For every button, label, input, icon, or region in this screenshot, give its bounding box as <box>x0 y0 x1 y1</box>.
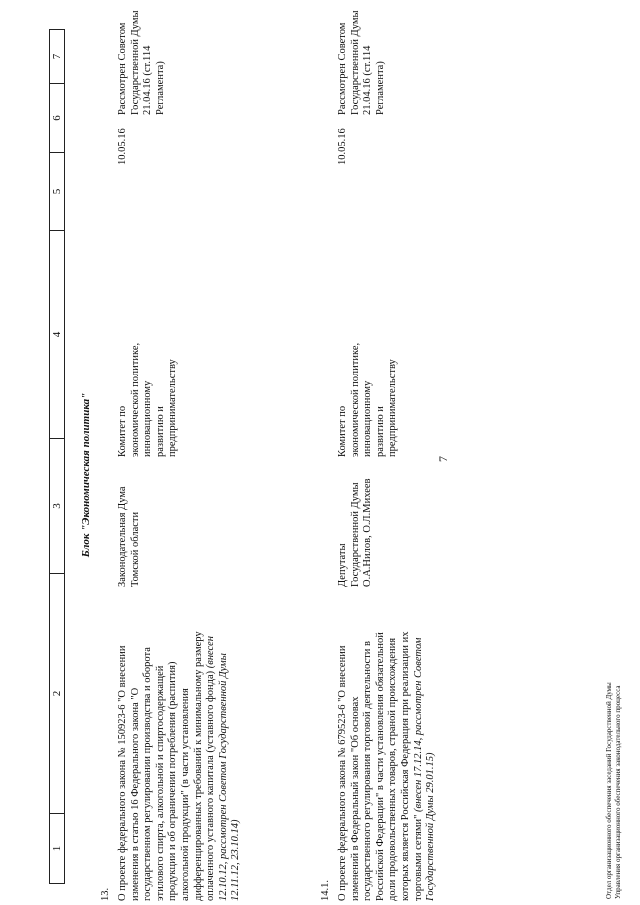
section-title: Блок "Экономическая политика" <box>80 392 92 558</box>
row-number: 13. <box>100 887 111 901</box>
responsible-committee: Комитет по экономической политике, инновационному развитию и предпринимательству <box>117 342 179 457</box>
column-header-4: 4 <box>50 230 64 438</box>
initiator: Законодательная Дума Томской области <box>117 486 141 587</box>
column-header-5: 5 <box>50 152 64 230</box>
column-header-6: 6 <box>50 83 64 152</box>
column-header-7: 7 <box>51 53 63 60</box>
status: Рассмотрен Советом Государственной Думы 21.04.16 (ст.114 Регламента) <box>117 10 166 115</box>
consideration-date: 10.05.16 <box>117 128 128 165</box>
bill-description <box>337 616 438 901</box>
status: Рассмотрен Советом Государственной Думы 21.04.16 (ст.114 Регламента) <box>337 10 386 115</box>
column-header-row <box>49 29 65 884</box>
bill-history-note: (внесен 12.10.12, рассмотрен Советом Государственной Думы 12.11.12, 23.10.14) <box>205 636 242 901</box>
footer-line-2: Управления организационного обеспечения законодательного процесса <box>614 685 622 899</box>
footer-line-1: Отдел организационного обеспечения заседаний Государственной Думы <box>605 682 613 899</box>
initiator: Депутаты Государственной Думы О.А.Нилов, О.Л.Михеев <box>337 478 374 587</box>
row-number: 14.1. <box>320 880 331 901</box>
page-footer <box>605 569 623 899</box>
bill-title: О проекте федерального закона № 150923-6 "О внесении изменения в статью 16 Федерального закона "О государственном регулировании производства и оборота этилового спирта, алкогольной и спиртосодержащей продукции и об ограничении потребления (распития) алкогольной продукции" (в части установления дифференцированных требований к минимальному размеру оплаченного уставного капитала (уставного фонда) <box>117 631 217 901</box>
column-header-1: 1 <box>50 813 64 883</box>
bill-history-note: (внесен 17.12.14, рассмотрен Советом Государственной Думы 29.01.15) <box>412 637 437 901</box>
consideration-date: 10.05.16 <box>337 128 348 165</box>
bill-title: О проекте федерального закона № 679523-6 "О внесении изменений в Федеральный закон "Об основах государственного регулирования торговой деятельности в Российской Федерации" в части установления обязательной доли продовольственных товаров, страной происхождения которых является Российская Федерация при реализации их торговыми сетями" <box>337 631 424 901</box>
column-header-3: 3 <box>50 438 64 573</box>
page-number: 7 <box>436 456 450 462</box>
responsible-committee: Комитет по экономической политике, инновационному развитию и предпринимательству <box>337 342 399 457</box>
bill-description <box>117 616 243 901</box>
column-header-2: 2 <box>50 573 64 813</box>
